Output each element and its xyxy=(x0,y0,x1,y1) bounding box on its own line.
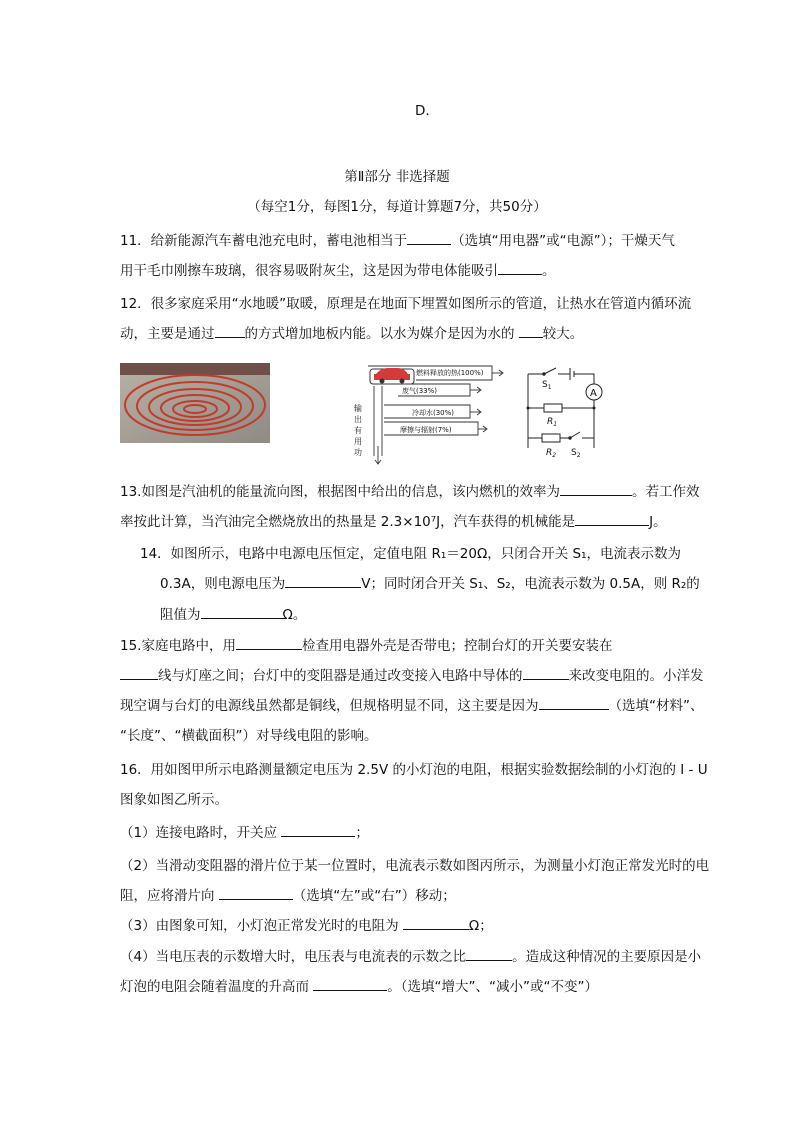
q16-part2-line2: 阻，应将滑片向 （选填“左”或“右”）移动； xyxy=(120,884,456,904)
answer-blank[interactable] xyxy=(236,635,302,650)
floor-heating-photo xyxy=(120,363,270,443)
answer-blank[interactable] xyxy=(313,976,387,991)
friction-label: 摩擦与辐射(7%) xyxy=(400,426,452,434)
total-heat-label: 燃料释放的热(100%) xyxy=(416,369,484,377)
answer-blank[interactable] xyxy=(201,604,283,619)
answer-blank[interactable] xyxy=(281,822,355,837)
answer-blank[interactable] xyxy=(519,323,543,338)
option-d: D. xyxy=(415,103,430,119)
output-label-char: 有 xyxy=(354,426,362,435)
q16-part4-line1: （4）当电压表的示数增大时，电压表与电流表的示数之比 。造成这种情况的主要原因是小 xyxy=(120,945,701,965)
q14-line2: 0.3A，则电源电压为 V；同时闭合开关 S₁、S₂，电流表示数为 0.5A，则 R₂的 xyxy=(160,572,700,592)
resistor-r2-label: $R_2$ xyxy=(546,448,557,458)
circuit-diagram xyxy=(520,362,610,458)
q16-part2-line1: （2）当滑动变阻器的滑片位于某一位置时，电流表示数如图丙所示，为测量小灯泡正常发光时的电 xyxy=(120,858,710,874)
q15-line1: 15.家庭电路中，用 检查用电器外壳是否带电；控制台灯的开关要安装在 xyxy=(120,634,612,654)
output-label-char: 用 xyxy=(354,437,362,446)
q14-line3: 阻值为 Ω。 xyxy=(160,603,306,623)
answer-blank[interactable] xyxy=(403,915,469,930)
q11-line2: 用干毛巾刚擦车玻璃，很容易吸附灰尘，这是因为带电体能吸引 。 xyxy=(120,259,556,279)
ammeter-icon: A xyxy=(590,388,597,399)
section-title: 第Ⅱ部分 非选择题 xyxy=(344,169,450,185)
answer-blank[interactable] xyxy=(498,260,542,275)
answer-blank[interactable] xyxy=(539,695,609,710)
q16-part4-line2: 灯泡的电阻会随着温度的升高而 。（选填“增大”、“减小”或“不变”） xyxy=(120,975,598,995)
cooling-label: 冷却水(30%) xyxy=(412,409,455,417)
q16-part3: （3）由图象可知，小灯泡正常发光时的电阻为 Ω； xyxy=(120,914,493,934)
exhaust-label: 废气(33%) xyxy=(402,387,438,395)
answer-blank[interactable] xyxy=(560,481,632,496)
q12-line2: 动，主要是通过 的方式增加地板内能。以水为媒介是因为水的 较大。 xyxy=(120,322,583,342)
q12-line1: 12．很多家庭采用“水地暖”取暖，原理是在地面下埋置如图所示的管道，让热水在管道内循环流 xyxy=(120,296,692,312)
section-note: （每空1分，每图1分，每道计算题7分，共50分） xyxy=(247,199,547,215)
output-label-char: 输 xyxy=(354,404,362,413)
resistor-r1-label: $R_1$ xyxy=(547,417,558,428)
output-label-char: 出 xyxy=(354,415,362,424)
q14-line1: 14．如图所示，电路中电源电压恒定，定值电阻 R₁＝20Ω，只闭合开关 S₁，电流表示数为 xyxy=(140,546,682,562)
q13-line1: 13.如图是汽油机的能量流向图，根据图中给出的信息，该内燃机的效率为 。若工作效 xyxy=(120,480,699,500)
output-label-char: 功 xyxy=(354,448,362,457)
answer-blank[interactable] xyxy=(466,946,512,961)
q13-line2: 率按此计算，当汽油完全燃烧放出的热量是 2.3×10⁷J，汽车获得的机械能是 J。 xyxy=(120,510,667,530)
q15-line4: “长度”、“横截面积”）对导线电阻的影响。 xyxy=(120,728,378,744)
answer-blank[interactable] xyxy=(575,511,649,526)
q16-part1: （1）连接电路时，开关应 ； xyxy=(120,821,369,841)
answer-blank[interactable] xyxy=(215,323,245,338)
switch-s2-label: $S_2$ xyxy=(571,448,581,458)
answer-blank[interactable] xyxy=(285,573,361,588)
switch-s1-label: $S_1$ xyxy=(542,380,552,391)
q11-line1: 11．给新能源汽车蓄电池充电时，蓄电池相当于 （选填“用电器”或“电源”）；干燥天气 xyxy=(120,229,675,249)
q15-line2: 线与灯座之间；台灯中的变阻器是通过改变接入电路中导体的 来改变电阻的。小洋发 xyxy=(120,664,704,684)
energy-flow-diagram xyxy=(352,362,512,466)
q15-line3: 现空调与台灯的电源线虽然都是铜线，但规格明显不同，这主要是因为 （选填“材料”、 xyxy=(120,694,704,714)
answer-blank[interactable] xyxy=(523,665,569,680)
q16-line2: 图象如图乙所示。 xyxy=(120,792,228,808)
q16-line1: 16．用如图甲所示电路测量额定电压为 2.5V 的小灯泡的电阻，根据实验数据绘制的小灯泡的 I - U xyxy=(120,762,708,778)
answer-blank[interactable] xyxy=(120,665,158,680)
answer-blank[interactable] xyxy=(219,885,293,900)
car-icon xyxy=(370,368,414,384)
answer-blank[interactable] xyxy=(407,230,451,245)
